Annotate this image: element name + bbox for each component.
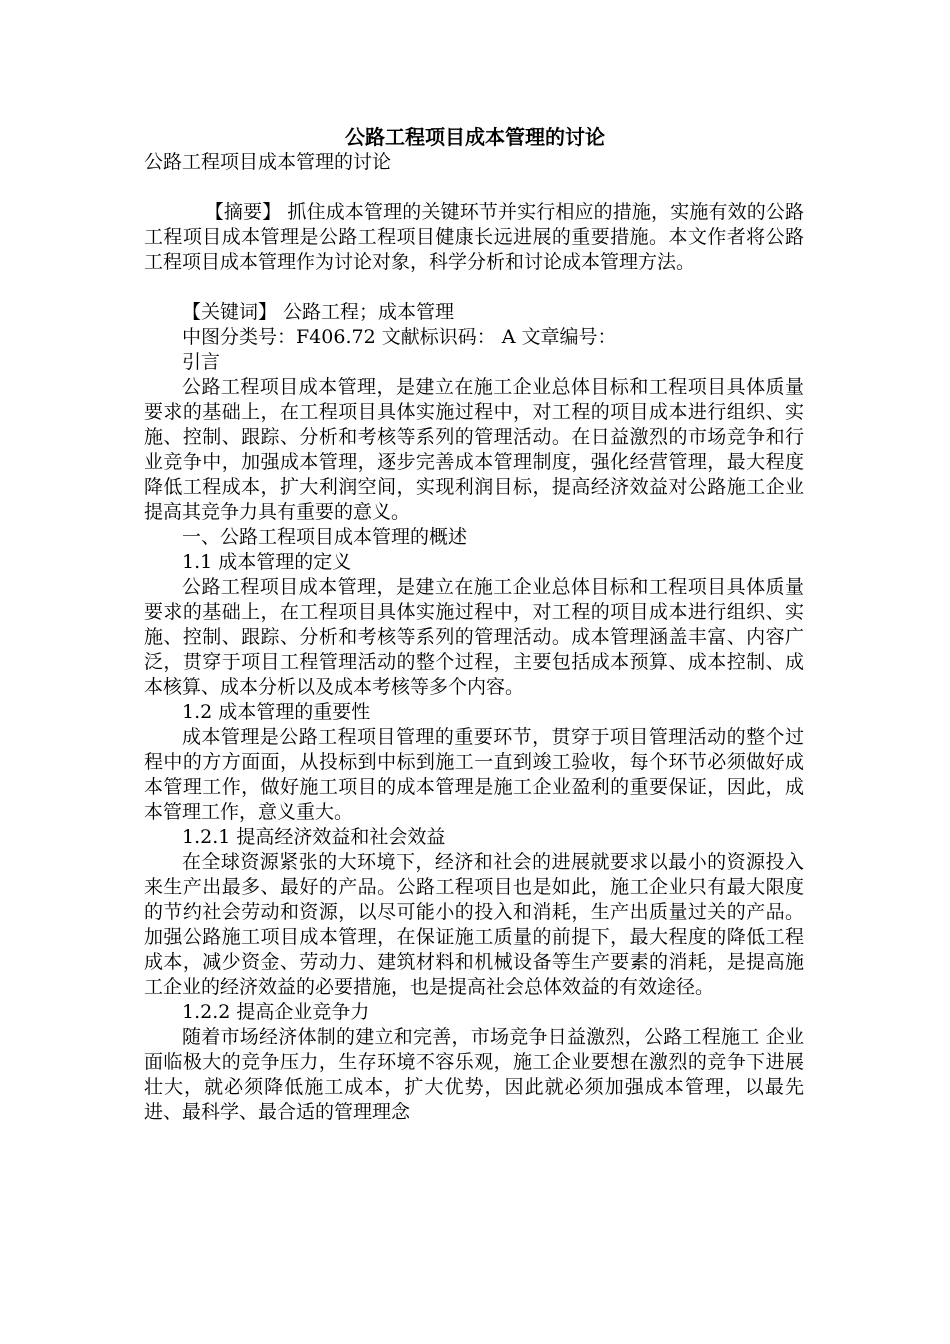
spacer xyxy=(144,275,804,300)
spacer xyxy=(144,175,804,200)
section-1-2-2-heading: 1.2.2 提高企业竞争力 xyxy=(182,1001,370,1023)
classification-line: 中图分类号：F406.72 文献标识码： A 文章编号： xyxy=(182,326,617,348)
document-body xyxy=(144,150,804,1125)
section-1-2-paragraph: 成本管理是公路工程项目管理的重要环节，贯穿于项目管理活动的整个过程中的方方面面，从投标到中标到施工一直到竣工验收，每个环节必须做好成本管理工作，做好施工项目的成本管理是施工企业盈利的重要保证，因此，成本管理工作，意义重大。 xyxy=(144,726,804,823)
document-title: 公路工程项目成本管理的讨论 xyxy=(345,125,605,149)
section-1-1-heading: 1.1 成本管理的定义 xyxy=(182,551,352,573)
intro-heading: 引言 xyxy=(182,351,221,373)
intro-paragraph: 公路工程项目成本管理，是建立在施工企业总体目标和工程项目具体质量要求的基础上，在工程项目具体实施过程中，对工程的项目成本进行组织、实施、控制、跟踪、分析和考核等系列的管理活动。在日益激烈的市场竞争和行业竞争中，加强成本管理，逐步完善成本管理制度，强化经营管理，最大程度降低工程成本，扩大利润空间，实现利润目标，提高经济效益对公路施工企业提高其竞争力具有重要的意义。 xyxy=(144,376,804,523)
section-1-heading: 一、公路工程项目成本管理的概述 xyxy=(182,526,468,548)
section-1-1-paragraph: 公路工程项目成本管理，是建立在施工企业总体目标和工程项目具体质量要求的基础上，在工程项目具体实施过程中，对工程的项目成本进行组织、实施、控制、跟踪、分析和考核等系列的管理活动。成本管理涵盖丰富、内容广泛，贯穿于项目工程管理活动的整个过程，主要包括成本预算、成本控制、成本核算、成本分析以及成本考核等多个内容。 xyxy=(144,576,804,698)
section-1-2-heading: 1.2 成本管理的重要性 xyxy=(182,701,371,723)
keywords-line: 【关键词】 公路工程；成本管理 xyxy=(182,301,455,323)
section-1-2-1-paragraph: 在全球资源紧张的大环境下，经济和社会的进展就要求以最小的资源投入来生产出最多、最好的产品。公路工程项目也是如此，施工企业只有最大限度的节约社会劳动和资源，以尽可能小的投入和消耗，生产出质量过关的产品。加强公路施工项目成本管理，在保证施工质量的前提下，最大程度的降低工程成本，减少资金、劳动力、建筑材料和机械设备等生产要素的消耗，是提高施工企业的经济效益的必要措施，也是提高社会总体效益的有效途径。 xyxy=(144,851,804,998)
abstract-paragraph: 【摘要】 抓住成本管理的关键环节并实行相应的措施，实施有效的公路工程项目成本管理是公路工程项目健康长远进展的重要措施。本文作者将公路工程项目成本管理作为讨论对象，科学分析和讨论成本管理方法。 xyxy=(144,201,804,273)
document-subtitle: 公路工程项目成本管理的讨论 xyxy=(144,151,392,173)
section-1-2-1-heading: 1.2.1 提高经济效益和社会效益 xyxy=(182,826,446,848)
section-1-2-2-paragraph: 随着市场经济体制的建立和完善，市场竞争日益激烈，公路工程施工 企业 面临极大的竞争压力，生存环境不容乐观，施工企业要想在激烈的竞争下进展壮大，就必须降低施工成本，扩大优势，因此就必须加强成本管理，以最先进、最科学、最合适的管理理念 xyxy=(144,1026,804,1123)
